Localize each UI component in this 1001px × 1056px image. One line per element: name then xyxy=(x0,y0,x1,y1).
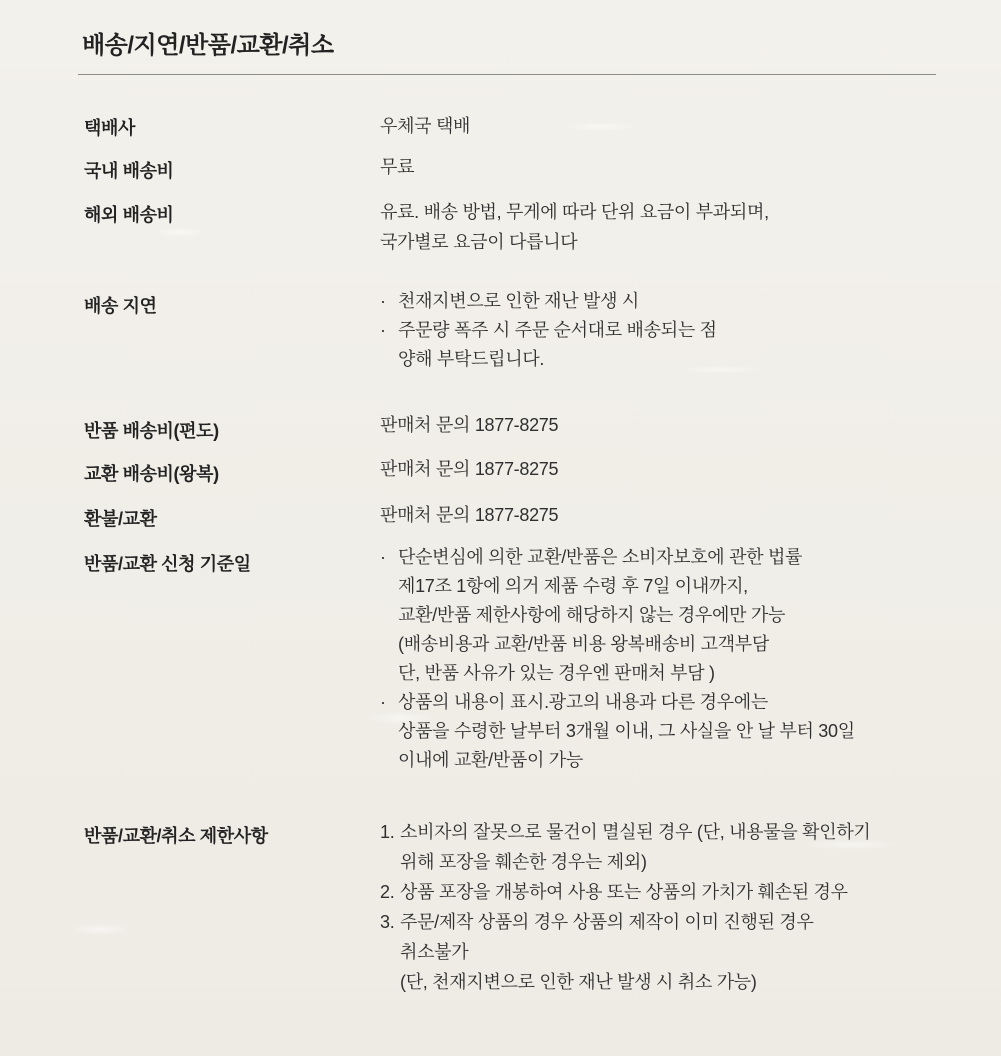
list-item xyxy=(380,316,717,374)
item-number: 3. xyxy=(380,912,395,932)
page-title: 배송/지연/반품/교환/취소 xyxy=(82,32,334,59)
restrictions-label: 반품/교환/취소 제한사항 xyxy=(84,826,268,846)
list-item-line: 교환/반품 제한사항에 해당하지 않는 경우에만 가능 xyxy=(398,605,786,625)
bullet-marker: · xyxy=(380,320,386,340)
list-item-line: 주문/제작 상품의 경우 상품의 제작이 이미 진행된 경우 xyxy=(400,912,814,932)
list-item-line: 단, 반품 사유가 있는 경우엔 판매처 부담 ) xyxy=(398,663,715,683)
request-period-list xyxy=(380,543,855,775)
list-item xyxy=(380,287,717,316)
list-item-line: 제17조 1항에 의거 제품 수령 후 7일 이내까지, xyxy=(398,576,748,596)
courier-value xyxy=(380,111,470,141)
list-item-line: 양해 부탁드립니다. xyxy=(398,349,545,369)
list-item-line: 단순변심에 의한 교환/반품은 소비자보호에 관한 법률 xyxy=(398,547,803,567)
exchange-fee-label: 교환 배송비(왕복) xyxy=(84,464,219,484)
return-fee-label: 반품 배송비(편도) xyxy=(84,421,219,441)
list-item xyxy=(380,688,855,775)
domestic-fee-value xyxy=(380,152,414,182)
overseas-fee-line: 유료. 배송 방법, 무게에 따라 단위 요금이 부과되며, xyxy=(380,202,769,222)
list-item-line: 상품 포장을 개봉하여 사용 또는 상품의 가치가 훼손된 경우 xyxy=(400,882,848,902)
item-number: 1. xyxy=(380,822,395,842)
overseas-fee-label: 해외 배송비 xyxy=(84,205,174,225)
list-item-line: 주문량 폭주 시 주문 순서대로 배송되는 점 xyxy=(398,320,717,340)
refund-label: 환불/교환 xyxy=(84,509,157,529)
list-item-line: (배송비용과 교환/반품 비용 왕복배송비 고객부담 xyxy=(398,634,769,654)
bullet-marker: · xyxy=(380,692,386,712)
list-item xyxy=(380,877,871,907)
list-item-line: 위해 포장을 훼손한 경우는 제외) xyxy=(400,852,647,872)
courier-label: 택배사 xyxy=(84,118,135,138)
list-item-line: 상품을 수령한 날부터 3개월 이내, 그 사실을 안 날 부터 30일 xyxy=(398,721,855,741)
refund-value-text: 판매처 문의 1877-8275 xyxy=(380,505,559,525)
return-fee-value xyxy=(380,410,558,440)
title-divider xyxy=(78,74,936,75)
list-item-line: 소비자의 잘못으로 물건이 멸실된 경우 (단, 내용물을 확인하기 xyxy=(400,822,871,842)
list-item-line: 상품의 내용이 표시.광고의 내용과 다른 경우에는 xyxy=(398,692,768,712)
overseas-fee-value xyxy=(380,197,769,257)
list-item-line: 이내에 교환/반품이 가능 xyxy=(398,750,583,770)
exchange-fee-value-text: 판매처 문의 1877-8275 xyxy=(380,459,559,479)
request-period-label: 반품/교환 신청 기준일 xyxy=(84,554,251,574)
list-item xyxy=(380,817,871,877)
delay-label: 배송 지연 xyxy=(84,296,157,316)
list-item xyxy=(380,907,871,997)
delay-list xyxy=(380,287,717,374)
domestic-fee-label: 국내 배송비 xyxy=(84,161,174,181)
list-item xyxy=(380,543,855,688)
return-fee-value-text: 판매처 문의 1877-8275 xyxy=(380,415,559,435)
list-item-line: 천재지변으로 인한 재난 발생 시 xyxy=(398,291,639,311)
bullet-marker: · xyxy=(380,547,386,567)
refund-value xyxy=(380,500,558,530)
bullet-marker: · xyxy=(380,291,386,311)
overseas-fee-line: 국가별로 요금이 다릅니다 xyxy=(380,232,578,252)
list-item-line: (단, 천재지변으로 인한 재난 발생 시 취소 가능) xyxy=(400,972,757,992)
item-number: 2. xyxy=(380,882,395,902)
restrictions-list xyxy=(380,817,871,997)
list-item-line: 취소불가 xyxy=(400,942,469,962)
exchange-fee-value xyxy=(380,454,558,484)
domestic-fee-value-text: 무료 xyxy=(380,157,415,177)
courier-value-text: 우체국 택배 xyxy=(380,116,471,136)
